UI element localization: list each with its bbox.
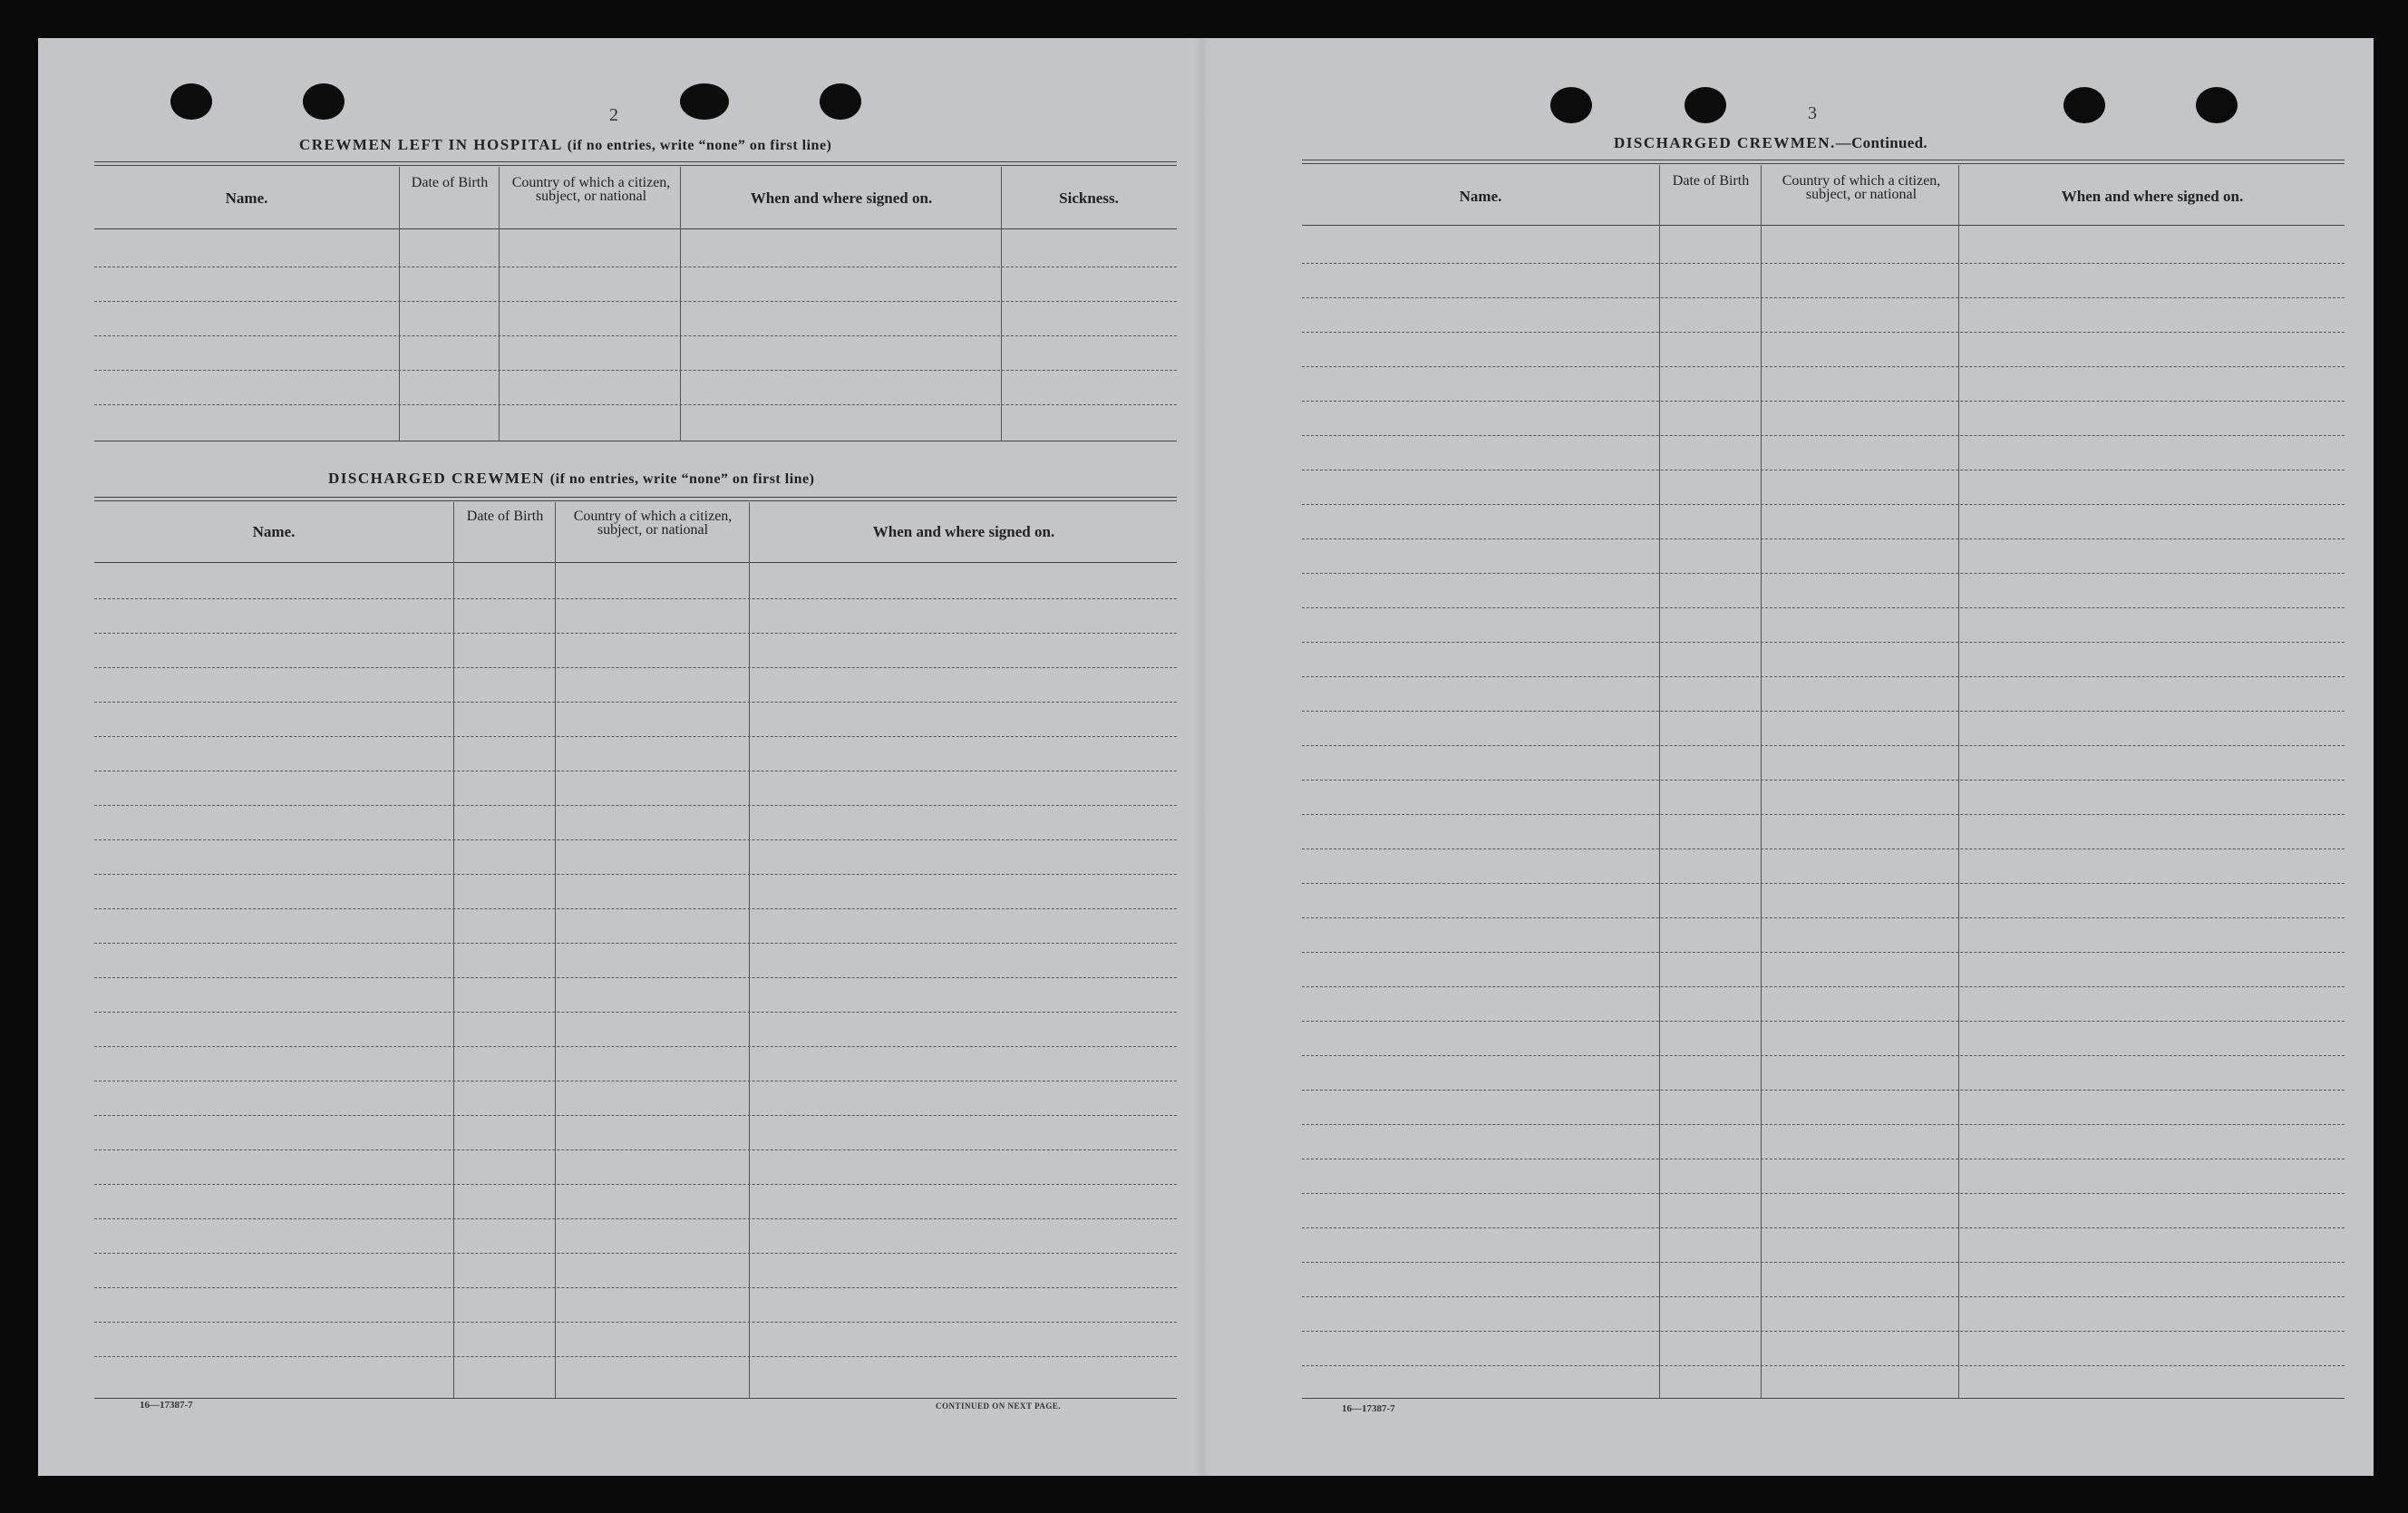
ruled-line — [1302, 607, 2345, 608]
hospital-top-rule — [94, 161, 1177, 166]
column-divider — [1001, 167, 1002, 441]
right-title-suffix: —Continued. — [1835, 134, 1927, 151]
ruled-line — [1302, 504, 2345, 505]
ruled-line — [94, 874, 1177, 875]
ruled-line — [1302, 952, 2345, 953]
ruled-line — [94, 335, 1177, 336]
hospital-col-dob: Date of Birth — [411, 175, 489, 190]
ruled-line — [1302, 1262, 2345, 1263]
discharged-col-signed: When and where signed on. — [872, 523, 1055, 540]
page-number: 3 — [1808, 103, 1817, 123]
column-divider — [499, 167, 500, 441]
right-bottom-rule — [1302, 1398, 2345, 1399]
header-rule — [1302, 225, 2345, 226]
column-divider — [555, 502, 556, 1398]
ruled-line — [94, 839, 1177, 840]
hospital-title-text: CREWMEN LEFT IN HOSPITAL — [299, 136, 562, 153]
ruled-line — [1302, 263, 2345, 264]
header-rule — [94, 228, 1177, 229]
ruled-line — [1302, 986, 2345, 987]
ruled-line — [94, 908, 1177, 909]
ruled-line — [94, 301, 1177, 302]
ruled-line — [1302, 1331, 2345, 1332]
ruled-line — [1302, 366, 2345, 367]
punch-hole — [170, 83, 212, 120]
ruled-line — [1302, 676, 2345, 677]
right-top-rule — [1302, 160, 2345, 164]
punch-hole — [2196, 87, 2238, 123]
right-title-text: DISCHARGED CREWMEN. — [1614, 134, 1836, 151]
column-divider — [1659, 165, 1660, 1398]
ruled-line — [1302, 1193, 2345, 1194]
column-divider — [1958, 165, 1959, 1398]
ruled-line — [1302, 1055, 2345, 1056]
right-page — [1208, 38, 2374, 1476]
form-number: 16—17387-7 — [1342, 1403, 1395, 1414]
ruled-line — [94, 1322, 1177, 1323]
ruled-line — [1302, 1021, 2345, 1022]
ruled-line — [94, 633, 1177, 634]
ruled-line — [1302, 297, 2345, 298]
punch-hole — [820, 83, 861, 120]
discharged-col-country: Country of which a citizen, subject, or national — [573, 509, 733, 538]
ruled-line — [1302, 401, 2345, 402]
discharged-top-rule — [94, 497, 1177, 501]
ruled-line — [1302, 1365, 2345, 1366]
ruled-line — [1302, 1124, 2345, 1125]
column-divider — [399, 167, 400, 441]
hospital-col-sickness: Sickness. — [1059, 189, 1119, 207]
ruled-line — [94, 1149, 1177, 1150]
punch-hole — [680, 83, 729, 120]
ruled-line — [1302, 573, 2345, 574]
right-col-signed: When and where signed on. — [2061, 188, 2244, 205]
right-section-title — [1614, 134, 1927, 152]
form-number: 16—17387-7 — [140, 1400, 193, 1411]
hospital-col-name: Name. — [225, 189, 268, 207]
hospital-col-country: Country of which a citizen, subject, or national — [511, 175, 671, 204]
ruled-line — [1302, 538, 2345, 539]
ruled-line — [94, 1184, 1177, 1185]
ruled-line — [94, 1012, 1177, 1013]
hospital-section-title — [299, 136, 831, 154]
ruled-line — [94, 1287, 1177, 1288]
ruled-line — [1302, 642, 2345, 643]
hospital-title-note: (if no entries, write “none” on first line) — [567, 138, 832, 153]
discharged-title-text: DISCHARGED CREWMEN — [328, 470, 546, 487]
right-col-country: Country of which a citizen, subject, or national — [1782, 173, 1941, 202]
left-page — [38, 38, 1199, 1476]
continued-note: CONTINUED ON NEXT PAGE. — [936, 1401, 1062, 1411]
ruled-line — [1302, 1090, 2345, 1091]
ruled-line — [1302, 435, 2345, 436]
ruled-line — [94, 943, 1177, 944]
hospital-col-signed: When and where signed on. — [750, 189, 933, 207]
column-divider — [1761, 165, 1762, 1398]
ruled-line — [1302, 1227, 2345, 1228]
ruled-line — [94, 667, 1177, 668]
ruled-line — [1302, 780, 2345, 781]
ruled-line — [94, 977, 1177, 978]
column-divider — [749, 502, 750, 1398]
ruled-line — [94, 1356, 1177, 1357]
ruled-line — [94, 1115, 1177, 1116]
discharged-col-dob: Date of Birth — [466, 509, 544, 524]
ruled-line — [94, 370, 1177, 371]
ruled-line — [1302, 917, 2345, 918]
ruled-line — [94, 1218, 1177, 1219]
ruled-line — [1302, 332, 2345, 333]
discharged-title-note: (if no entries, write “none” on first line) — [549, 471, 815, 487]
right-col-name: Name. — [1459, 188, 1502, 205]
discharged-col-name: Name. — [252, 523, 296, 540]
ruled-line — [1302, 745, 2345, 746]
ruled-line — [94, 805, 1177, 806]
ruled-line — [94, 736, 1177, 737]
right-col-dob: Date of Birth — [1672, 173, 1750, 189]
ruled-line — [94, 702, 1177, 703]
column-divider — [680, 167, 681, 441]
punch-hole — [303, 83, 345, 120]
page-number: 2 — [609, 105, 618, 125]
punch-hole — [2063, 87, 2105, 123]
column-divider — [453, 502, 454, 1398]
ruled-line — [94, 1253, 1177, 1254]
ruled-line — [1302, 883, 2345, 884]
ruled-line — [94, 598, 1177, 599]
punch-hole — [1550, 87, 1592, 123]
ruled-line — [1302, 711, 2345, 712]
discharged-section-title — [328, 470, 814, 488]
punch-hole — [1685, 87, 1726, 123]
ruled-line — [94, 1046, 1177, 1047]
ruled-line — [94, 404, 1177, 405]
ruled-line — [1302, 814, 2345, 815]
header-rule — [94, 562, 1177, 563]
document-sheet — [38, 38, 2374, 1476]
ruled-line — [1302, 1296, 2345, 1297]
left-bottom-rule — [94, 1398, 1177, 1399]
